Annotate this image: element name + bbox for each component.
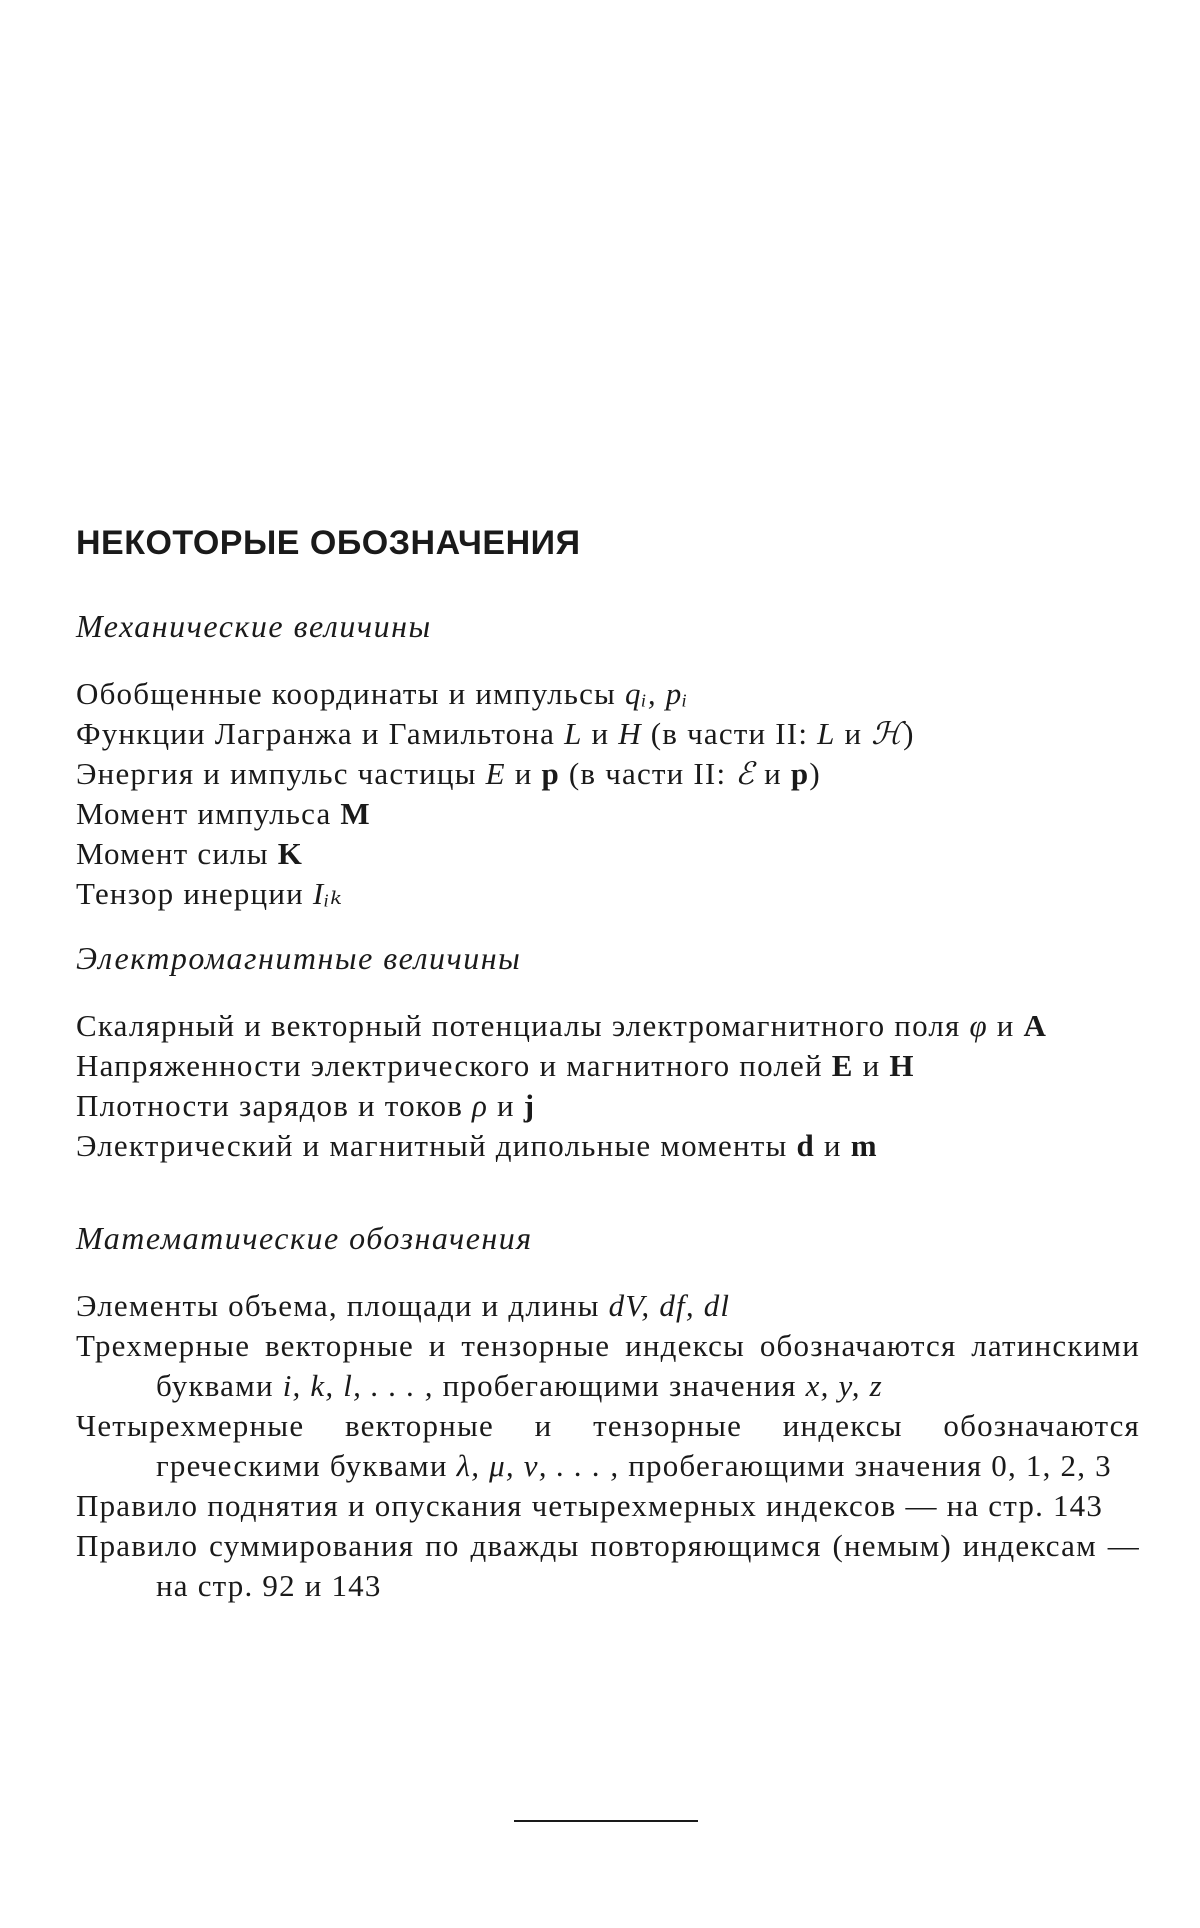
list-item: Напряженности электрического и магнитного полей E и H [76, 1048, 915, 1083]
list-item: Элементы объема, площади и длины dV, df, dl [76, 1288, 731, 1323]
page-title: НЕКОТОРЫЕ ОБОЗНАЧЕНИЯ [76, 524, 581, 562]
section-electromagnetic [76, 938, 1140, 1166]
section-mechanical [76, 606, 1140, 914]
list-item: Правило поднятия и опускания четырехмерных индексов — на стр. 143 [76, 1488, 1104, 1523]
list-item: Трехмерные векторные и тензорные индексы обозначаются латинскими буквами i, k, l, . . . , пробегающими значения x, y, z [76, 1328, 1140, 1403]
list-item: Правило суммирования по дважды повторяющимся (немым) индексам — на стр. 92 и 143 [76, 1528, 1140, 1603]
section-heading: Математические обозначения [76, 1220, 533, 1256]
list-item: Обобщенные координаты и импульсы qᵢ, pᵢ [76, 676, 689, 711]
list-item: Функции Лагранжа и Гамильтона L и H (в части II: L и ℋ) [76, 716, 915, 751]
end-rule [514, 1820, 698, 1822]
page [76, 0, 1140, 1928]
section-heading: Механические величины [76, 608, 432, 644]
list-item: Тензор инерции Iᵢₖ [76, 876, 344, 911]
list-item: Скалярный и векторный потенциалы электромагнитного поля φ и A [76, 1008, 1048, 1043]
section-mathematical [76, 1218, 1140, 1606]
list-item: Четырехмерные векторные и тензорные индексы обозначаются греческими буквами λ, μ, ν, . . . , пробегающими значения 0, 1, 2, 3 [76, 1408, 1140, 1483]
list-item: Момент силы K [76, 836, 304, 871]
list-item: Плотности зарядов и токов ρ и j [76, 1088, 536, 1123]
entry-list [76, 1286, 1140, 1606]
section-heading: Электромагнитные величины [76, 940, 522, 976]
list-item: Момент импульса M [76, 796, 371, 831]
entry-list [76, 1006, 1140, 1166]
list-item: Электрический и магнитный дипольные моменты d и m [76, 1128, 878, 1163]
entry-list [76, 674, 1140, 914]
list-item: Энергия и импульс частицы E и p (в части II: ℰ и p) [76, 756, 821, 791]
